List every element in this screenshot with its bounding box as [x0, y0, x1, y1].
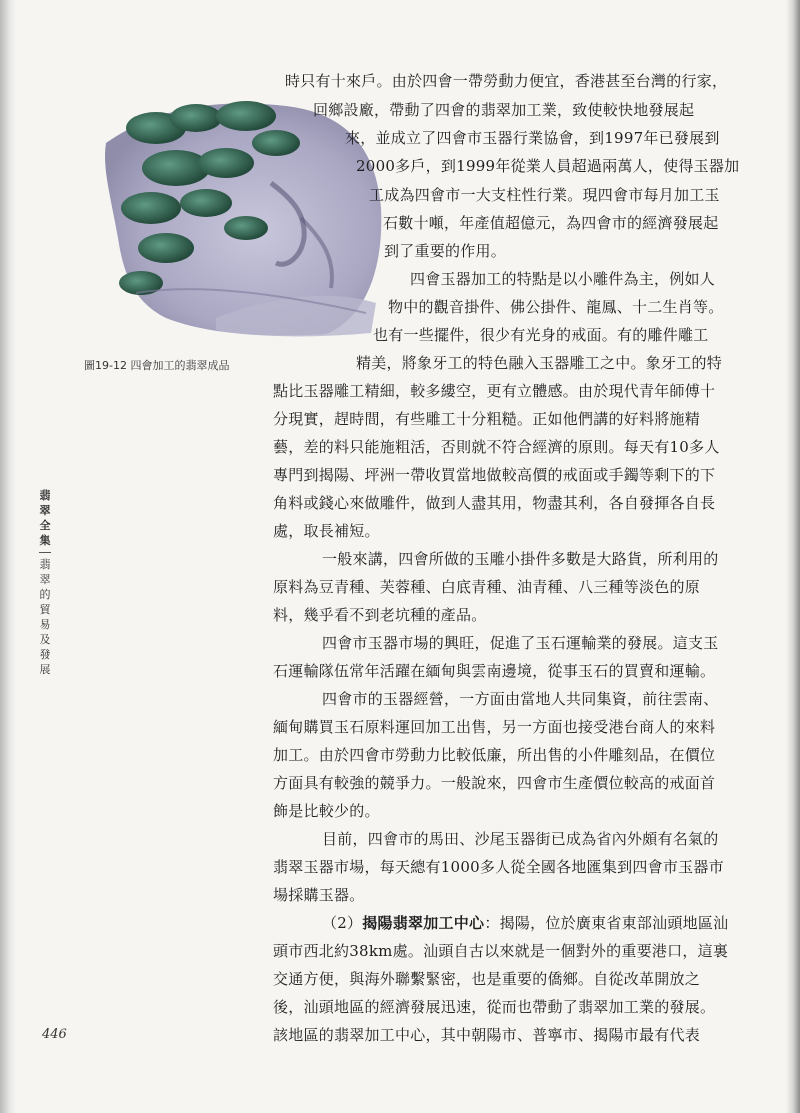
text-line: 交通方便，與海外聯繫緊密，也是重要的僑鄉。自從改革開放之	[273, 970, 701, 988]
section-heading-line	[322, 913, 728, 933]
text-line: 時只有十來戶。由於四會一帶勞動力便宜，香港甚至台灣的行家，	[285, 72, 728, 90]
text-line: 料，幾乎看不到老坑種的產品。	[273, 606, 487, 624]
text-line: 四會玉器加工的特點是以小雕件為主，例如人	[410, 270, 716, 288]
text-line: 飾是比較少的。	[273, 802, 380, 820]
jade-carving-photo	[96, 88, 386, 338]
page-binding-shadow	[0, 0, 16, 1113]
text-line: 四會市玉器市場的興旺，促進了玉石運輸業的發展。這支玉	[322, 634, 719, 652]
text-line: 四會市的玉器經營，一方面由當地人共同集資，前往雲南、	[322, 690, 719, 708]
side-divider	[39, 552, 51, 553]
text-line: 角料或錢心來做雕件，做到人盡其用，物盡其利，各自發揮各自長	[273, 494, 716, 512]
text-line: 也有一些擺件，很少有光身的戒面。有的雕件雕工	[373, 326, 709, 344]
section-title: 翡翠的貿易及發展	[39, 558, 51, 676]
text-line: 精美，將象牙工的特色融入玉器雕工之中。象牙工的特	[356, 354, 723, 372]
text-line: 場採購玉器。	[273, 886, 365, 904]
text-line: 回鄉設廠，帶動了四會的翡翠加工業，致使較快地發展起	[313, 101, 695, 119]
page-number: 446	[42, 1027, 67, 1042]
heading-text: ：揭陽，位於廣東省東部汕頭地區汕	[484, 914, 729, 932]
text-line: 處，取長補短。	[273, 522, 380, 540]
text-line: 目前，四會市的馬田、沙尾玉器街已成為省內外頗有名氣的	[322, 830, 719, 848]
text-line: 點比玉器雕工精細，較多縷空，更有立體感。由於現代青年師傅十	[273, 382, 716, 400]
text-line: 翡翠玉器市場，每天總有1000多人從全國各地匯集到四會市玉器市	[273, 858, 724, 876]
text-line: 石數十噸，年產值超億元，為四會市的經濟發展起	[383, 214, 719, 232]
text-line: 原料為豆青種、芙蓉種、白底青種、油青種、八三種等淡色的原	[273, 578, 701, 596]
text-line: 後，汕頭地區的經濟發展迅速，從而也帶動了翡翠加工業的發展。	[273, 998, 716, 1016]
text-line: 加工。由於四會市勞動力比較低廉，所出售的小件雕刻品，在價位	[273, 746, 716, 764]
text-line: 2000多戶，到1999年從業人員超過兩萬人，使得玉器加	[356, 157, 740, 175]
text-line: 石運輸隊伍常年活躍在緬甸與雲南邊境，從事玉石的買賣和運輸。	[273, 662, 716, 680]
side-running-title	[38, 488, 52, 677]
text-line: 方面具有較強的競爭力。一般說來，四會市生產價位較高的戒面首	[273, 774, 716, 792]
page-edge-shadow	[786, 0, 800, 1113]
text-line: 工成為四會市一大支柱性行業。現四會市每月加工玉	[369, 186, 720, 204]
text-line: 專門到揭陽、坪洲一帶收買當地做較高價的戒面或手鐲等剩下的下	[273, 466, 716, 484]
heading-title: 揭陽翡翠加工中心	[362, 914, 485, 932]
heading-number: （2）	[322, 914, 363, 932]
text-line: 一般來講，四會所做的玉雕小掛件多數是大路貨，所利用的	[322, 550, 719, 568]
text-line: 到了重要的作用。	[384, 242, 507, 260]
text-line: 緬甸購買玉石原料運回加工出售，另一方面也接受港台商人的來料	[273, 718, 716, 736]
figure-caption: 圖19-12 四會加工的翡翠成品	[84, 359, 230, 372]
book-title: 翡翠全集	[39, 489, 51, 547]
text-line: 頭市西北約38km處。汕頭自古以來就是一個對外的重要港口，這裏	[273, 942, 729, 960]
text-line: 藝，差的料只能施粗活，否則就不符合經濟的原則。每天有10多人	[273, 438, 720, 456]
text-line: 分現實，趕時間，有些雕工十分粗糙。正如他們講的好料將施精	[273, 410, 701, 428]
text-line: 來，並成立了四會市玉器行業協會，到1997年已發展到	[345, 129, 720, 147]
text-line: 物中的觀音掛件、佛公掛件、龍鳳、十二生肖等。	[388, 298, 724, 316]
text-line: 該地區的翡翠加工中心，其中朝陽市、普寧市、揭陽市最有代表	[273, 1026, 701, 1044]
